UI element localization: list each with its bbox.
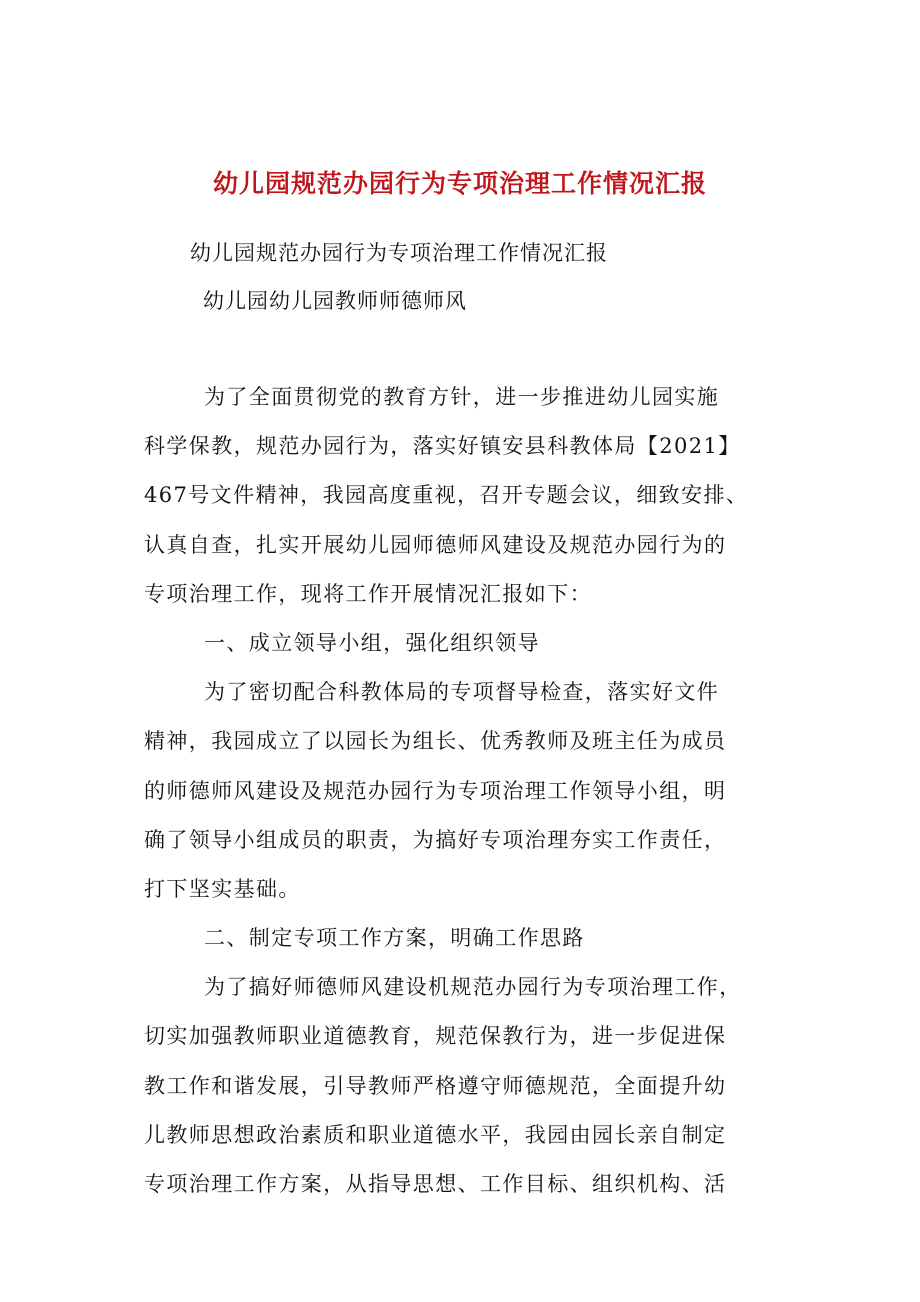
body-line: 科学保教，规范办园行为，落实好镇安县科教体局【2021】	[144, 434, 741, 459]
body-line: 认真自查，扎实开展幼儿园师德师风建设及规范办园行为的	[144, 532, 727, 557]
section-heading: 二、制定专项工作方案，明确工作思路	[204, 926, 585, 951]
body-line: 的师德师风建设及规范办园行为专项治理工作领导小组，明	[144, 778, 727, 803]
body-line: 打下坚实基础。	[144, 876, 301, 901]
section-heading: 一、成立领导小组，强化组织领导	[204, 630, 540, 655]
body-line: 专项治理工作，现将工作开展情况汇报如下：	[144, 581, 592, 606]
body-line: 为了搞好师德师风建设机规范办园行为专项治理工作，	[204, 975, 742, 1000]
body-line: 切实加强教师职业道德教育，规范保教行为，进一步促进保	[144, 1024, 727, 1049]
document-body	[144, 380, 804, 1216]
body-line: 467号文件精神，我园高度重视，召开专题会议，细致安排、	[144, 483, 749, 508]
document-keywords: 幼儿园幼儿园教师师德师风	[203, 289, 467, 313]
body-line: 教工作和谐发展，引导教师严格遵守师德规范，全面提升幼	[144, 1073, 727, 1098]
body-line: 为了密切配合科教体局的专项督导检查，落实好文件	[204, 680, 720, 705]
document-subtitle: 幼儿园规范办园行为专项治理工作情况汇报	[190, 241, 608, 265]
body-line: 专项治理工作方案，从指导思想、工作目标、组织机构、活	[144, 1172, 727, 1196]
body-line: 为了全面贯彻党的教育方针，进一步推进幼儿园实施	[204, 385, 720, 409]
body-line: 确了领导小组成员的职责，为搞好专项治理夯实工作责任，	[144, 827, 727, 852]
body-line: 精神，我园成立了以园长为组长、优秀教师及班主任为成员	[144, 729, 727, 754]
document-title: 幼儿园规范办园行为专项治理工作情况汇报	[212, 169, 707, 198]
body-line: 儿教师思想政治素质和职业道德水平，我园由园长亲自制定	[144, 1122, 727, 1147]
